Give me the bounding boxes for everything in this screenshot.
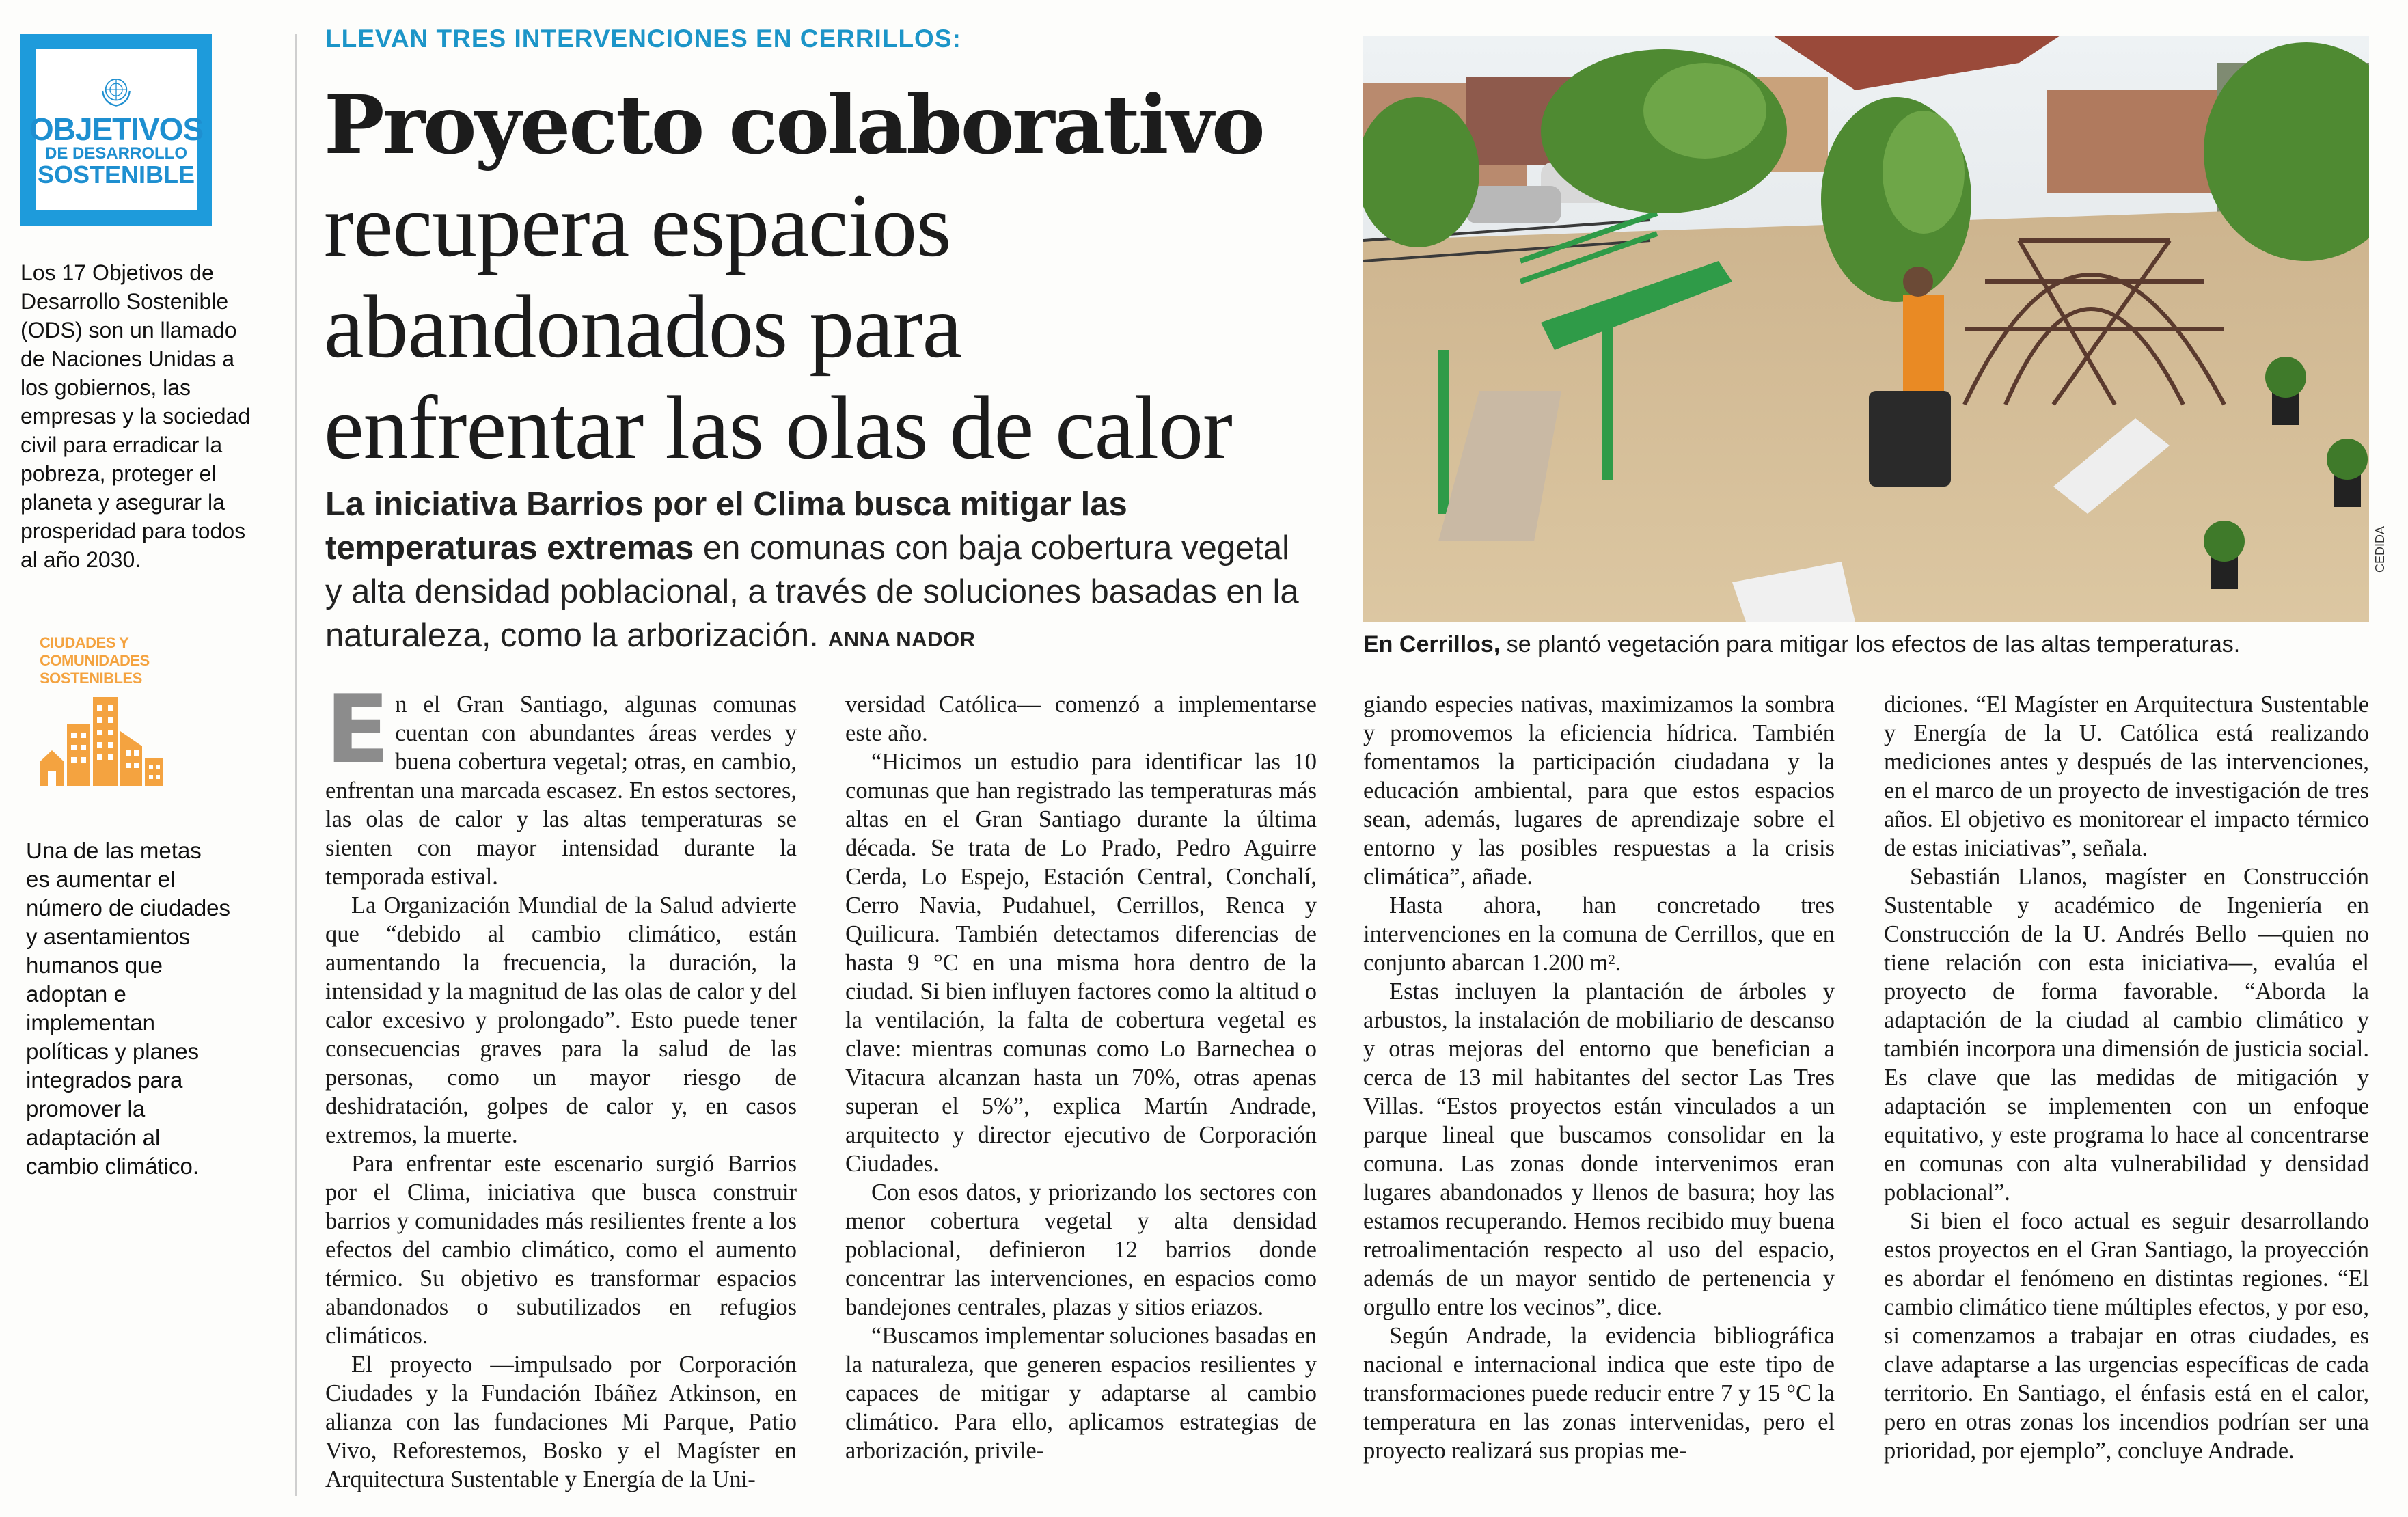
body-paragraph (325, 674, 797, 891)
body-paragraph: Según Andrade, la evidencia bibliográfica nacional e internacional indica que este tipo de transformaciones puede reducir entre 7 y 15 °C la temperatura en las zonas intervenidas, pero el proyecto realizará sus propias me- (1363, 1323, 1835, 1464)
ods-logo (20, 34, 212, 226)
body-paragraph: giando especies nativas, maximizamos la sombra y promovemos la eficiencia hídrica. También fomentamos la participación ciudadana y la educación ambiental, para que estos espacios sean, además, lugares de aprendizaje sobre el entorno y las posibles respuestas a la crisis climática”, añade. (1363, 692, 1835, 890)
ods-sidebar (20, 34, 253, 1181)
lede (325, 482, 1309, 661)
column-divider (295, 34, 297, 1496)
body-paragraph: “Buscamos implementar soluciones basadas en la naturaleza, que generen espacios resilientes y capaces de mitigar y adaptarse al cambio climático. Para ello, aplicamos estrategias de arborización, privile- (845, 1323, 1317, 1464)
meta-description: Una de las metas es aumentar el número de ciudades y asentamientos humanos que adoptan e implementan políticas y planes integrados para promover la adaptación al cambio climático. (26, 838, 231, 1179)
headline-bold: Proyecto colaborativo (324, 77, 1263, 172)
city-buildings-icon (40, 697, 163, 786)
sdg11-title-line3: SOSTENIBLES (40, 670, 142, 687)
ods-logo-line3: SOSTENIBLE (37, 160, 195, 189)
sdg11-badge (40, 634, 190, 789)
headline-line-1: recupera espacios (324, 175, 951, 275)
body-column-3 (1363, 690, 1835, 1465)
body-column-1 (325, 674, 797, 1494)
paragraph-text: n el Gran Santiago, algunas comunas cuentan con abundantes áreas verdes y buena cobertura vegetal; otras, en cambio, enfrentan una marcada escasez. En estos sectores, las olas de calor y las altas temperaturas se sienten con mayor intensidad durante la temporada estival. (325, 692, 797, 890)
park-scene-illustration (1363, 36, 2369, 622)
byline: ANNA NADOR (827, 627, 976, 651)
kicker: LLEVAN TRES INTERVENCIONES EN CERRILLOS: (325, 25, 961, 53)
sdg11-title-line1: CIUDADES Y (40, 634, 129, 651)
article-photo (1363, 36, 2369, 622)
body-paragraph: La Organización Mundial de la Salud advierte que “debido al cambio climático, están aumentando la frecuencia, la duración, la intensidad y la magnitud de las olas de calor y del calor excesivo y prolongado”. Esto puede tener consecuencias graves para la salud de las personas, como un mayor riesgo de deshidratación, golpes de calor y, en casos extremos, la muerte. (325, 892, 797, 1148)
caption-bold: En Cerrillos, (1363, 631, 1501, 657)
body-paragraph: “Hicimos un estudio para identificar las 10 comunas que han registrado las temperaturas más altas en el Gran Santiago durante la última década. Se trata de Lo Prado, Pedro Aguirre Cerda, Lo Espejo, Estación Central, Conchalí, Cerro Navia, Pudahuel, Cerrillos, Renca y Quilicura. También detectamos diferencias de hasta 9 °C en una misma hora dentro de la ciudad. Si bien influyen factores como la altitud o la ventilación, la falta de cobertura vegetal es clave: mientras comunas como Lo Barnechea o Vitacura alcanzan hasta un 70%, otras apenas superan el 5%”, explica Martín Andrade, arquitecto y director ejecutivo de Corporación Ciudades. (845, 749, 1317, 1177)
un-emblem-icon (98, 72, 135, 109)
body-column-4 (1884, 690, 2369, 1465)
body-paragraph: Estas incluyen la plantación de árboles y arbustos, la instalación de mobiliario de descanso y otras mejoras del entorno que benefician a cerca de 13 mil habitantes del sector Las Tres Villas. “Estos proyectos están vinculados a un parque lineal que buscamos consolidar en la comuna. Las zonas donde intervenimos eran lugares abandonados y llenos de basura; hoy las estamos recuperando. Hemos recibido muy buena retroalimentación respecto al uso del espacio, además de un mayor sentido de pertenencia y orgullo entre los vecinos”, dice. (1363, 979, 1835, 1320)
dropcap: E (325, 674, 390, 784)
ods-description: Los 17 Objetivos de Desarrollo Sostenible (ODS) son un llamado de Naciones Unidas a los gobiernos, las empresas y la sociedad civil para erradicar la pobreza, proteger el planeta y asegurar la prosperidad para todos al año 2030. (20, 260, 251, 572)
photo-credit: CEDIDA (2373, 525, 2387, 573)
body-paragraph: El proyecto —impulsado por Corporación Ciudades y la Fundación Ibáñez Atkinson, en alianza con las fundaciones Mi Parque, Patio Vivo, Reforestemos, Bosko y el Magíster en Arquitectura Sustentable y Energía de la Uni- (325, 1352, 797, 1492)
lede-bold: La iniciativa Barrios por el Clima busca mitigar las temperaturas extremas (325, 486, 1127, 566)
body-paragraph: diciones. “El Magíster en Arquitectura Sustentable y Energía de la U. Católica está realizando mediciones antes y después de las intervenciones, en el marco de un proyecto de investigación de tres años. El objetivo es monitorear el impacto térmico de estas iniciativas”, señala. (1884, 692, 2369, 861)
photo-caption (1363, 631, 2388, 658)
sdg11-title-line2: COMUNIDADES (40, 652, 150, 669)
body-paragraph: Si bien el foco actual es seguir desarrollando estos proyectos en el Gran Santiago, la proyección es abordar el fenómeno en distintas regiones. “El cambio climático tiene múltiples efectos, y por eso, si comenzamos a trabajar en otras ciudades, es clave adaptarse a las urgencias específicas de cada territorio. En Santiago, el énfasis está en el calor, pero en otras zonas los incendios podrían ser una prioridad, por ejemplo”, concluye Andrade. (1884, 1208, 2369, 1464)
body-paragraph: Para enfrentar este escenario surgió Barrios por el Clima, iniciativa que busca construir barrios y comunidades más resilientes frente a los efectos del cambio climático, como el aumento térmico. Su objetivo es transformar espacios abandonados o subutilizados en refugios climáticos. (325, 1151, 797, 1349)
headline-line-2: abandonados para (324, 276, 962, 377)
caption-rest: se plantó vegetación para mitigar los efectos de las altas temperaturas. (1500, 631, 2241, 657)
body-paragraph: Hasta ahora, han concretado tres intervenciones en la comuna de Cerrillos, que en conjunto abarcan 1.200 m². (1363, 892, 1835, 976)
body-paragraph: Sebastián Llanos, magíster en Construcción Sustentable y académico de Ingeniería en Construcción de la U. Andrés Bello —quien no tiene relación con esta iniciativa—, evalúa el proyecto de forma favorable. “Aborda la adaptación de la ciudad al cambio climático y también incorpora una dimensión de justicia social. Es clave que las medidas de mitigación y adaptación se implementen con un enfoque equitativo, y este programa lo hace al concentrarse en comunas con alta vulnerabilidad y densidad poblacional”. (1884, 864, 2369, 1205)
ods-logo-line2: DE DESARROLLO (44, 144, 187, 163)
body-paragraph: Con esos datos, y priorizando los sectores con menor cobertura vegetal y alta densidad poblacional, definieron 12 barrios donde concentrar las intervenciones, en espacios como bandejones centrales, plazas y sitios eriazos. (845, 1179, 1317, 1320)
ods-logo-line1: OBJETIVOS (29, 111, 204, 148)
headline-line-3: enfrentar las olas de calor (324, 377, 1232, 478)
headline (324, 75, 1335, 478)
lede-rest: en comunas con baja cobertura vegetal y alta densidad poblacional, a través de soluciones basadas en la naturaleza, como la arborización. (325, 530, 1299, 654)
body-paragraph: versidad Católica— comenzó a implementarse este año. (845, 692, 1317, 746)
body-column-2 (845, 690, 1317, 1465)
